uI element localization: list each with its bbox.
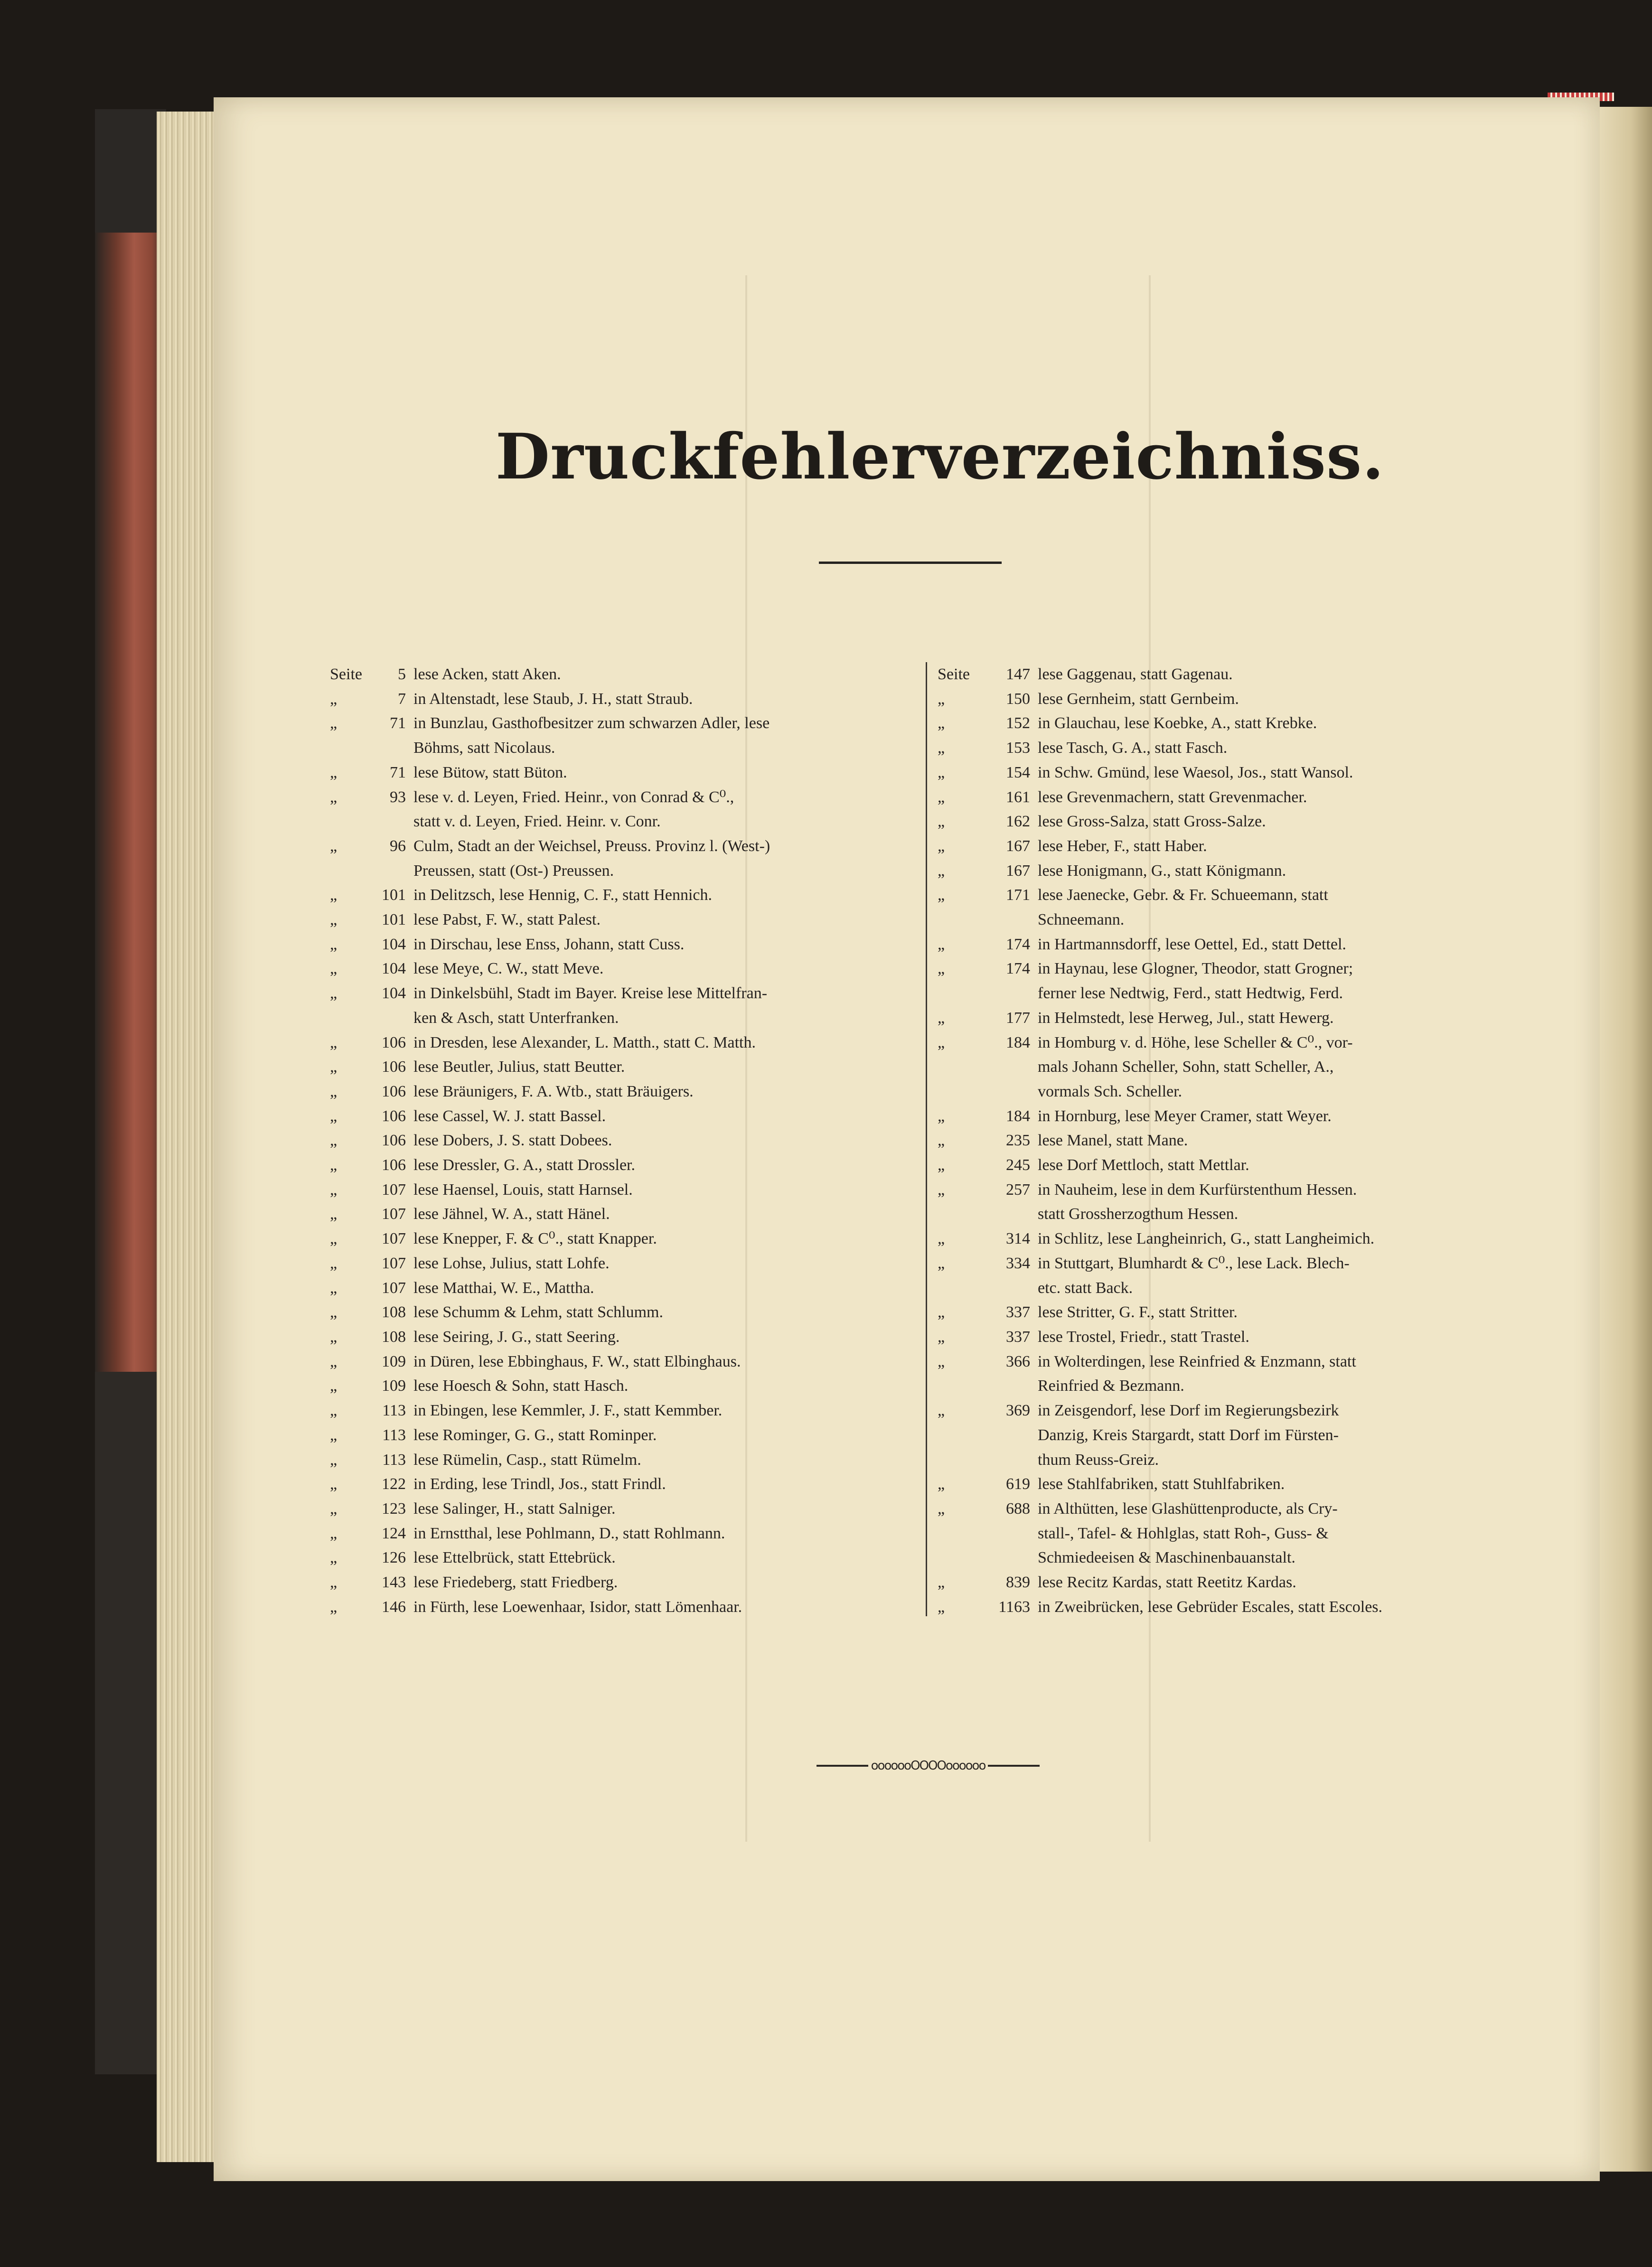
entry-page-number: 104	[382, 935, 406, 953]
entry-text: in Düren, lese Ebbinghaus, F. W., statt Elbinghaus.	[413, 1352, 741, 1370]
errata-entry	[330, 834, 921, 859]
errata-entry	[938, 1300, 1531, 1325]
entry-page-number: 101	[382, 911, 406, 929]
entry-page-number: 108	[382, 1303, 406, 1321]
entry-text: lese Recitz Kardas, statt Reetitz Kardas.	[1038, 1574, 1296, 1592]
errata-entry	[330, 908, 921, 932]
entry-label: „	[938, 1303, 945, 1321]
errata-entry	[938, 834, 1531, 859]
entry-label: „	[938, 1352, 945, 1370]
entry-page-number: 334	[1006, 1254, 1030, 1272]
entry-label: „	[938, 1132, 945, 1150]
errata-entry	[330, 883, 921, 908]
entry-page-number: 337	[1006, 1328, 1030, 1346]
errata-entry	[938, 883, 1531, 908]
binding-band-lower	[95, 1372, 166, 2074]
entry-continuation: Reinfried & Bezmann.	[1038, 1377, 1184, 1395]
entry-label: „	[330, 1574, 338, 1592]
entry-text: lese Meye, C. W., statt Meve.	[413, 960, 604, 978]
errata-entry	[330, 662, 921, 687]
entry-text: in Glauchau, lese Koebke, A., statt Krebke.	[1038, 714, 1317, 732]
entry-label: „	[938, 1574, 945, 1592]
entry-page-number: 106	[382, 1058, 406, 1076]
entry-page-number: 113	[382, 1402, 406, 1420]
entry-page-number: 337	[1006, 1303, 1030, 1321]
errata-entry	[330, 687, 921, 712]
entry-page-number: 71	[390, 763, 406, 781]
entry-text: in Altenstadt, lese Staub, J. H., statt Straub.	[413, 690, 693, 708]
errata-entry	[330, 1153, 921, 1178]
errata-entry	[330, 1300, 921, 1325]
entry-label: „	[330, 690, 338, 708]
entry-label: „	[330, 1451, 338, 1469]
entry-label: „	[330, 960, 338, 978]
errata-entry	[330, 1276, 921, 1301]
entry-page-number: 146	[382, 1598, 406, 1616]
entry-page-number: 257	[1006, 1180, 1030, 1199]
entry-page-number: 124	[382, 1524, 406, 1542]
entry-label: „	[330, 1082, 338, 1100]
entry-text: lese Gaggenau, statt Gagenau.	[1038, 665, 1233, 683]
entry-continuation: statt Grossherzogthum Hessen.	[1038, 1205, 1239, 1223]
entry-page-number: 109	[382, 1377, 406, 1395]
entry-label: „	[330, 1058, 338, 1076]
errata-entry	[330, 981, 921, 1006]
entry-text: lese Lohse, Julius, statt Lohfe.	[413, 1254, 610, 1272]
errata-entry	[938, 711, 1531, 736]
entry-continuation: stall-, Tafel- & Hohlglas, statt Roh-, Guss- &	[1038, 1524, 1329, 1542]
entry-text: lese Tasch, G. A., statt Fasch.	[1038, 739, 1228, 757]
entry-text: in Hornburg, lese Meyer Cramer, statt Weyer.	[1038, 1107, 1332, 1125]
binding-band-top	[95, 109, 166, 233]
entry-page-number: 171	[1006, 886, 1030, 904]
entry-text: in Zeisgendorf, lese Dorf im Regierungsbezirk	[1038, 1402, 1339, 1420]
errata-entry	[938, 1178, 1531, 1202]
entry-label: „	[330, 1549, 338, 1567]
entry-label: „	[938, 1598, 945, 1616]
entry-label: „	[938, 935, 945, 953]
entry-page-number: 619	[1006, 1475, 1030, 1493]
entry-text: lese Jähnel, W. A., statt Hänel.	[413, 1205, 610, 1223]
entry-label: „	[330, 935, 338, 953]
entry-label: „	[330, 886, 338, 904]
entry-text: Culm, Stadt an der Weichsel, Preuss. Provinz l. (West-)	[413, 837, 770, 855]
entry-label: „	[330, 1328, 338, 1346]
entry-page-number: 1163	[998, 1598, 1030, 1616]
entry-text: lese Matthai, W. E., Mattha.	[413, 1279, 594, 1297]
entry-page-number: 688	[1006, 1499, 1030, 1518]
entry-text: lese Pabst, F. W., statt Palest.	[413, 911, 601, 929]
errata-entry	[330, 1128, 921, 1153]
entry-label: Seite	[938, 665, 970, 683]
errata-entry	[938, 1153, 1531, 1178]
entry-label: „	[938, 862, 945, 880]
errata-entry	[330, 1595, 921, 1620]
title-rule	[819, 562, 1002, 564]
entry-text: lese Salinger, H., statt Salniger.	[413, 1499, 616, 1518]
entry-continuation: Danzig, Kreis Stargardt, statt Dorf im Fürsten-	[1038, 1426, 1339, 1444]
entry-text: in Haynau, lese Glogner, Theodor, statt Grogner;	[1038, 960, 1353, 978]
entry-label: „	[938, 714, 945, 732]
entry-text: lese Bräunigers, F. A. Wtb., statt Bräuigers.	[413, 1082, 694, 1100]
entry-text: lese Schumm & Lehm, statt Schlumm.	[413, 1303, 664, 1321]
entry-continuation: statt v. d. Leyen, Fried. Heinr. v. Conr.	[413, 813, 661, 831]
entry-label: „	[938, 1402, 945, 1420]
page-title: Druckfehlerverzeichniss.	[495, 420, 1385, 494]
errata-entry	[330, 1448, 921, 1472]
entry-page-number: 93	[390, 788, 406, 806]
errata-entry	[938, 1006, 1531, 1030]
entry-text: in Helmstedt, lese Herweg, Jul., statt Hewerg.	[1038, 1009, 1334, 1027]
entry-page-number: 366	[1006, 1352, 1030, 1370]
entry-label: „	[330, 1180, 338, 1199]
entry-label: „	[330, 1352, 338, 1370]
errata-entry	[938, 1251, 1531, 1276]
entry-text: in Schw. Gmünd, lese Waesol, Jos., statt Wansol.	[1038, 763, 1353, 781]
entry-page-number: 154	[1006, 763, 1030, 781]
entry-label: „	[330, 1156, 338, 1174]
errata-entry	[938, 1349, 1531, 1374]
entry-label: „	[938, 1009, 945, 1027]
entry-text: lese Honigmann, G., statt Königmann.	[1038, 862, 1286, 880]
entry-continuation: Böhms, satt Nicolaus.	[413, 739, 555, 757]
entry-continuation: mals Johann Scheller, Sohn, statt Scheller, A.,	[1038, 1058, 1334, 1076]
entry-label: „	[938, 813, 945, 831]
entry-page-number: 104	[382, 984, 406, 1002]
errata-entry	[938, 1472, 1531, 1497]
entry-page-number: 106	[382, 1156, 406, 1174]
errata-entry	[330, 1472, 921, 1497]
errata-entry	[938, 760, 1531, 785]
ornament-divider	[817, 1759, 1040, 1773]
entry-label: „	[938, 1156, 945, 1174]
errata-entry	[330, 1227, 921, 1251]
entry-continuation: ferner lese Nedtwig, Ferd., statt Hedtwig, Ferd.	[1038, 984, 1343, 1002]
errata-entry	[330, 785, 921, 810]
entry-label: „	[938, 788, 945, 806]
errata-entry	[938, 1325, 1531, 1349]
entry-text: in Erding, lese Trindl, Jos., statt Frindl.	[413, 1475, 666, 1493]
entry-label: „	[330, 714, 338, 732]
errata-entry	[938, 1497, 1531, 1521]
entry-text: in Hartmannsdorff, lese Oettel, Ed., statt Dettel.	[1038, 935, 1346, 953]
entry-label: „	[330, 911, 338, 929]
entry-label: „	[938, 1475, 945, 1493]
entry-label: „	[330, 763, 338, 781]
errata-entry	[938, 687, 1531, 712]
entry-label: „	[938, 690, 945, 708]
errata-entry	[330, 711, 921, 736]
errata-entry	[938, 1030, 1531, 1055]
entry-label: „	[938, 960, 945, 978]
entry-label: „	[938, 739, 945, 757]
entry-page-number: 107	[382, 1254, 406, 1272]
entry-page-number: 126	[382, 1549, 406, 1567]
errata-entry	[330, 1423, 921, 1448]
entry-label: „	[938, 1328, 945, 1346]
entry-label: „	[938, 1499, 945, 1518]
errata-entry	[938, 785, 1531, 810]
entry-label: „	[330, 1033, 338, 1051]
entry-page-number: 71	[390, 714, 406, 732]
errata-entry	[330, 1251, 921, 1276]
entry-label: „	[330, 1132, 338, 1150]
errata-entry	[330, 1030, 921, 1055]
entry-text: in Bunzlau, Gasthofbesitzer zum schwarzen Adler, lese	[413, 714, 770, 732]
entry-label: „	[330, 837, 338, 855]
errata-entry	[938, 859, 1531, 883]
book-binding	[95, 109, 166, 2074]
entry-page-number: 123	[382, 1499, 406, 1518]
errata-entry	[330, 1202, 921, 1227]
entry-label: „	[330, 1230, 338, 1248]
entry-label: „	[330, 1279, 338, 1297]
entry-page-number: 106	[382, 1033, 406, 1051]
entry-text: lese Ettelbrück, statt Ettebrück.	[413, 1549, 616, 1567]
column-divider	[926, 662, 927, 1616]
entry-text: lese Rümelin, Casp., statt Rümelm.	[413, 1451, 641, 1469]
entry-label: „	[938, 886, 945, 904]
errata-entry	[938, 956, 1531, 981]
entry-text: lese Acken, statt Aken.	[413, 665, 561, 683]
entry-text: in Stuttgart, Blumhardt & C⁰., lese Lack. Blech-	[1038, 1254, 1350, 1272]
next-page-edge	[1600, 107, 1652, 2172]
errata-entry	[938, 1128, 1531, 1153]
entry-text: lese Cassel, W. J. statt Bassel.	[413, 1107, 606, 1125]
entry-page-number: 109	[382, 1352, 406, 1370]
entry-page-number: 5	[398, 665, 406, 683]
errata-entry	[330, 1521, 921, 1546]
entry-label: „	[330, 1205, 338, 1223]
entry-text: lese Seiring, J. G., statt Seering.	[413, 1328, 620, 1346]
entry-text: in Wolterdingen, lese Reinfried & Enzmann, statt	[1038, 1352, 1356, 1370]
entry-text: lese Friedeberg, statt Friedberg.	[413, 1574, 618, 1592]
entry-page-number: 107	[382, 1279, 406, 1297]
entry-page-number: 106	[382, 1082, 406, 1100]
entry-text: lese v. d. Leyen, Fried. Heinr., von Conrad & C⁰.,	[413, 788, 734, 806]
errata-entry	[330, 1055, 921, 1079]
entry-text: lese Trostel, Friedr., statt Trastel.	[1038, 1328, 1249, 1346]
entry-page-number: 167	[1006, 837, 1030, 855]
entry-label: Seite	[330, 665, 362, 683]
entry-continuation: vormals Sch. Scheller.	[1038, 1082, 1183, 1100]
entry-continuation: thum Reuss-Greiz.	[1038, 1451, 1159, 1469]
entry-continuation: etc. statt Back.	[1038, 1279, 1133, 1297]
errata-entry	[330, 1079, 921, 1104]
errata-entry	[330, 1398, 921, 1423]
entry-label: „	[938, 837, 945, 855]
entry-text: in Nauheim, lese in dem Kurfürstenthum Hessen.	[1038, 1180, 1357, 1199]
entry-text: lese Dorf Mettloch, statt Mettlar.	[1038, 1156, 1249, 1174]
entry-text: lese Stritter, G. F., statt Stritter.	[1038, 1303, 1238, 1321]
entry-label: „	[330, 1426, 338, 1444]
errata-entry	[938, 809, 1531, 834]
entry-page-number: 147	[1006, 665, 1030, 683]
entry-label: „	[330, 1475, 338, 1493]
entry-page-number: 161	[1006, 788, 1030, 806]
entry-text: lese Heber, F., statt Haber.	[1038, 837, 1207, 855]
ornament-bar	[988, 1765, 1040, 1767]
entry-text: in Dirschau, lese Enss, Johann, statt Cuss.	[413, 935, 685, 953]
errata-entry	[330, 1325, 921, 1349]
entry-page-number: 113	[382, 1451, 406, 1469]
entry-text: lese Jaenecke, Gebr. & Fr. Schueemann, statt	[1038, 886, 1328, 904]
entry-page-number: 143	[382, 1574, 406, 1592]
entry-text: in Ernstthal, lese Pohlmann, D., statt Rohlmann.	[413, 1524, 725, 1542]
ornament-bar	[817, 1765, 868, 1767]
entry-page-number: 7	[398, 690, 406, 708]
entry-page-number: 107	[382, 1180, 406, 1199]
entry-label: „	[938, 1107, 945, 1125]
entry-text: lese Gross-Salza, statt Gross-Salze.	[1038, 813, 1266, 831]
errata-entry	[938, 1570, 1531, 1595]
errata-entry	[330, 1546, 921, 1570]
entry-page-number: 108	[382, 1328, 406, 1346]
ornament-rings: ooooooOOOOoooooo	[871, 1759, 986, 1773]
entry-text: lese Dobers, J. S. statt Dobees.	[413, 1132, 612, 1150]
entry-text: lese Dressler, G. A., statt Drossler.	[413, 1156, 636, 1174]
entry-page-number: 314	[1006, 1230, 1030, 1248]
entry-label: „	[330, 1303, 338, 1321]
errata-entry	[938, 736, 1531, 760]
errata-entry	[330, 760, 921, 785]
entry-label: „	[330, 1402, 338, 1420]
entry-text: lese Grevenmachern, statt Grevenmacher.	[1038, 788, 1307, 806]
entry-label: „	[330, 1254, 338, 1272]
entry-text: lese Gernheim, statt Gernbeim.	[1038, 690, 1239, 708]
entry-text: lese Haensel, Louis, statt Harnsel.	[413, 1180, 633, 1199]
errata-entry	[938, 932, 1531, 957]
entry-page-number: 184	[1006, 1107, 1030, 1125]
entry-label: „	[330, 1107, 338, 1125]
errata-entry	[330, 1374, 921, 1398]
entry-page-number: 235	[1006, 1132, 1030, 1150]
entry-text: in Homburg v. d. Höhe, lese Scheller & C⁰., vor-	[1038, 1033, 1353, 1051]
entry-page-number: 150	[1006, 690, 1030, 708]
errata-column-left	[330, 662, 921, 1619]
errata-entry	[330, 1349, 921, 1374]
entry-label: „	[938, 1254, 945, 1272]
errata-entry	[938, 1595, 1531, 1620]
entry-text: in Dresden, lese Alexander, L. Matth., statt C. Matth.	[413, 1033, 756, 1051]
errata-entry	[938, 1227, 1531, 1251]
entry-page-number: 174	[1006, 935, 1030, 953]
entry-page-number: 839	[1006, 1574, 1030, 1592]
errata-entry	[330, 932, 921, 957]
entry-label: „	[330, 1598, 338, 1616]
entry-page-number: 152	[1006, 714, 1030, 732]
entry-text: lese Hoesch & Sohn, statt Hasch.	[413, 1377, 629, 1395]
entry-page-number: 107	[382, 1205, 406, 1223]
entry-label: „	[330, 1524, 338, 1542]
entry-text: lese Rominger, G. G., statt Rominper.	[413, 1426, 657, 1444]
errata-entry	[330, 1570, 921, 1595]
entry-text: in Fürth, lese Loewenhaar, Isidor, statt Lömenhaar.	[413, 1598, 742, 1616]
entry-page-number: 107	[382, 1230, 406, 1248]
entry-page-number: 167	[1006, 862, 1030, 880]
errata-entry	[938, 1398, 1531, 1423]
entry-page-number: 162	[1006, 813, 1030, 831]
errata-entry	[330, 1497, 921, 1521]
entry-text: in Schlitz, lese Langheinrich, G., statt Langheimich.	[1038, 1230, 1375, 1248]
entry-label: „	[330, 1377, 338, 1395]
entry-page-number: 101	[382, 886, 406, 904]
entry-page-number: 245	[1006, 1156, 1030, 1174]
errata-column-right	[938, 662, 1531, 1619]
entry-text: in Delitzsch, lese Hennig, C. F., statt Hennich.	[413, 886, 712, 904]
entry-text: lese Beutler, Julius, statt Beutter.	[413, 1058, 625, 1076]
entry-page-number: 369	[1006, 1402, 1030, 1420]
entry-label: „	[938, 1230, 945, 1248]
entry-text: in Althütten, lese Glashüttenproducte, als Cry-	[1038, 1499, 1338, 1518]
errata-entry	[938, 662, 1531, 687]
entry-text: in Zweibrücken, lese Gebrüder Escales, statt Escoles.	[1038, 1598, 1383, 1616]
entry-label: „	[330, 984, 338, 1002]
entry-continuation: Preussen, statt (Ost-) Preussen.	[413, 862, 614, 880]
entry-page-number: 106	[382, 1132, 406, 1150]
entry-page-number: 122	[382, 1475, 406, 1493]
entry-page-number: 174	[1006, 960, 1030, 978]
entry-label: „	[938, 763, 945, 781]
entry-page-number: 153	[1006, 739, 1030, 757]
entry-continuation: Schneemann.	[1038, 911, 1125, 929]
entry-text: lese Manel, statt Mane.	[1038, 1132, 1188, 1150]
entry-text: in Dinkelsbühl, Stadt im Bayer. Kreise lese Mittelfran-	[413, 984, 768, 1002]
entry-text: lese Bütow, statt Büton.	[413, 763, 567, 781]
entry-continuation: ken & Asch, statt Unterfranken.	[413, 1009, 619, 1027]
entry-label: „	[330, 1499, 338, 1518]
entry-page-number: 96	[390, 837, 406, 855]
entry-label: „	[330, 788, 338, 806]
errata-entry	[938, 1104, 1531, 1129]
entry-page-number: 104	[382, 960, 406, 978]
entry-text: lese Knepper, F. & C⁰., statt Knapper.	[413, 1230, 657, 1248]
entry-page-number: 177	[1006, 1009, 1030, 1027]
entry-label: „	[938, 1033, 945, 1051]
entry-page-number: 113	[382, 1426, 406, 1444]
entry-page-number: 106	[382, 1107, 406, 1125]
entry-page-number: 184	[1006, 1033, 1030, 1051]
entry-continuation: Schmiedeeisen & Maschinenbauanstalt.	[1038, 1549, 1295, 1567]
entry-label: „	[938, 1180, 945, 1199]
errata-entry	[330, 1178, 921, 1202]
entry-text: lese Stahlfabriken, statt Stuhlfabriken.	[1038, 1475, 1285, 1493]
errata-entry	[330, 1104, 921, 1129]
errata-entry	[330, 956, 921, 981]
entry-text: in Ebingen, lese Kemmler, J. F., statt Kemmber.	[413, 1402, 723, 1420]
